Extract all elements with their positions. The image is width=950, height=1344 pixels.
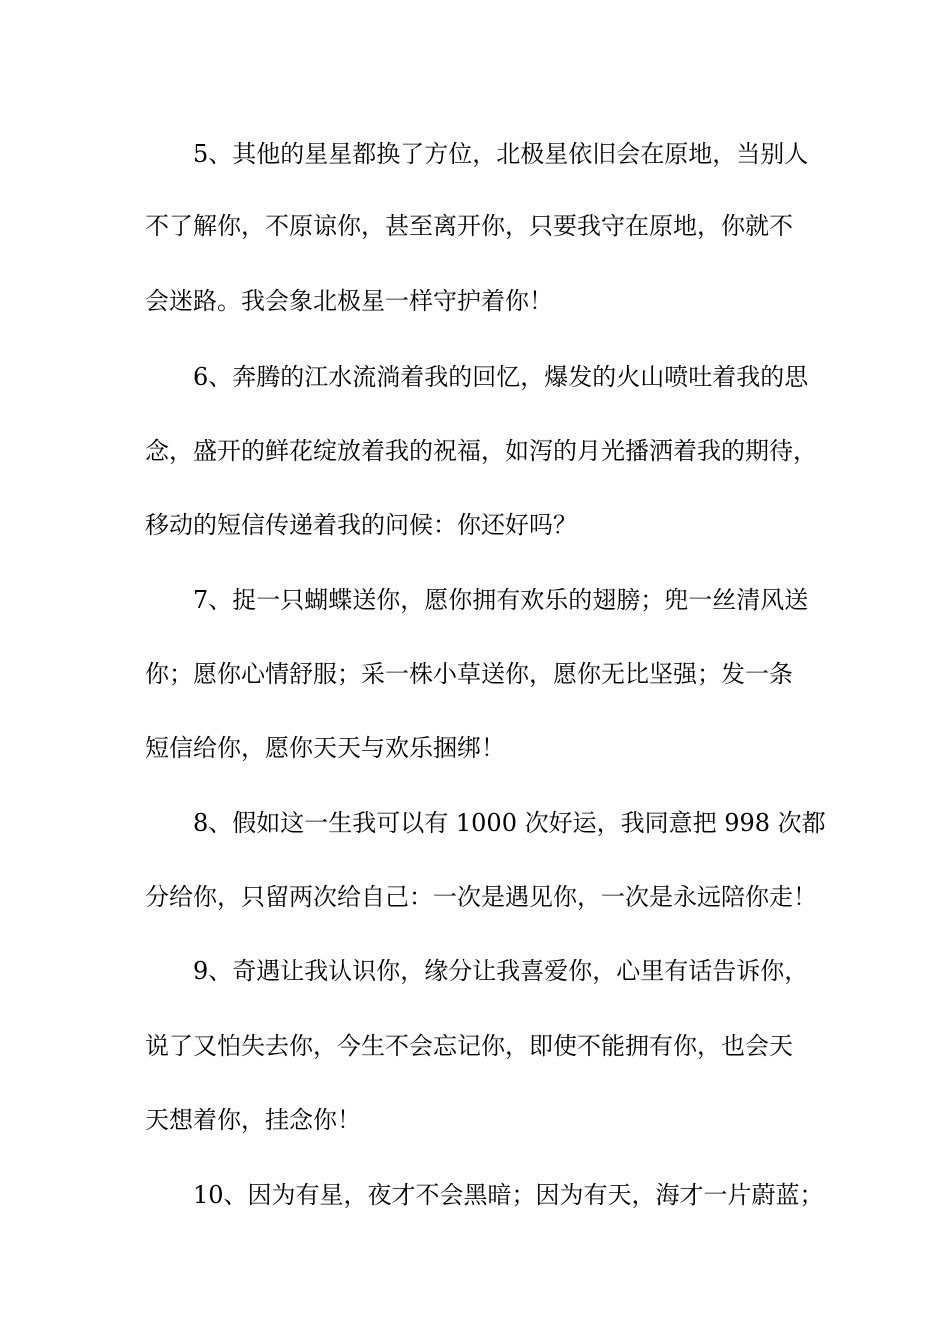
paragraph-7-line-1: 7、捉一只蝴蝶送你，愿你拥有欢乐的翅膀；兜一丝清风送 [193,586,809,614]
paragraph-5-line-3: 会迷路。我会象北极星一样守护着你！ [145,287,553,315]
paragraph-7-line-3: 短信给你，愿你天天与欢乐捆绑！ [145,734,505,762]
paragraph-10-line-1: 10、因为有星，夜才不会黑暗；因为有天，海才一片蔚蓝； [193,1181,824,1209]
paragraph-6-line-1: 6、奔腾的江水流淌着我的回忆，爆发的火山喷吐着我的思 [193,363,809,391]
paragraph-7-line-2: 你；愿你心情舒服；采一株小草送你，愿你无比坚强；发一条 [145,660,793,688]
paragraph-8-line-2: 分给你，只留两次给自己：一次是遇见你，一次是永远陪你走！ [145,883,817,911]
paragraph-9-line-3: 天想着你，挂念你！ [145,1106,361,1134]
paragraph-6-line-3: 移动的短信传递着我的问候：你还好吗？ [145,511,577,539]
paragraph-5-line-1: 5、其他的星星都换了方位，北极星依旧会在原地，当别人 [193,140,809,168]
paragraph-6-line-2: 念，盛开的鲜花绽放着我的祝福，如泻的月光播洒着我的期待， [145,437,817,465]
paragraph-8-line-1: 8、假如这一生我可以有 1000 次好运，我同意把 998 次都 [193,809,826,837]
paragraph-9-line-1: 9、奇遇让我认识你，缘分让我喜爱你，心里有话告诉你， [193,957,809,985]
paragraph-9-line-2: 说了又怕失去你，今生不会忘记你，即使不能拥有你，也会天 [145,1032,793,1060]
paragraph-5-line-2: 不了解你，不原谅你，甚至离开你，只要我守在原地，你就不 [145,212,793,240]
